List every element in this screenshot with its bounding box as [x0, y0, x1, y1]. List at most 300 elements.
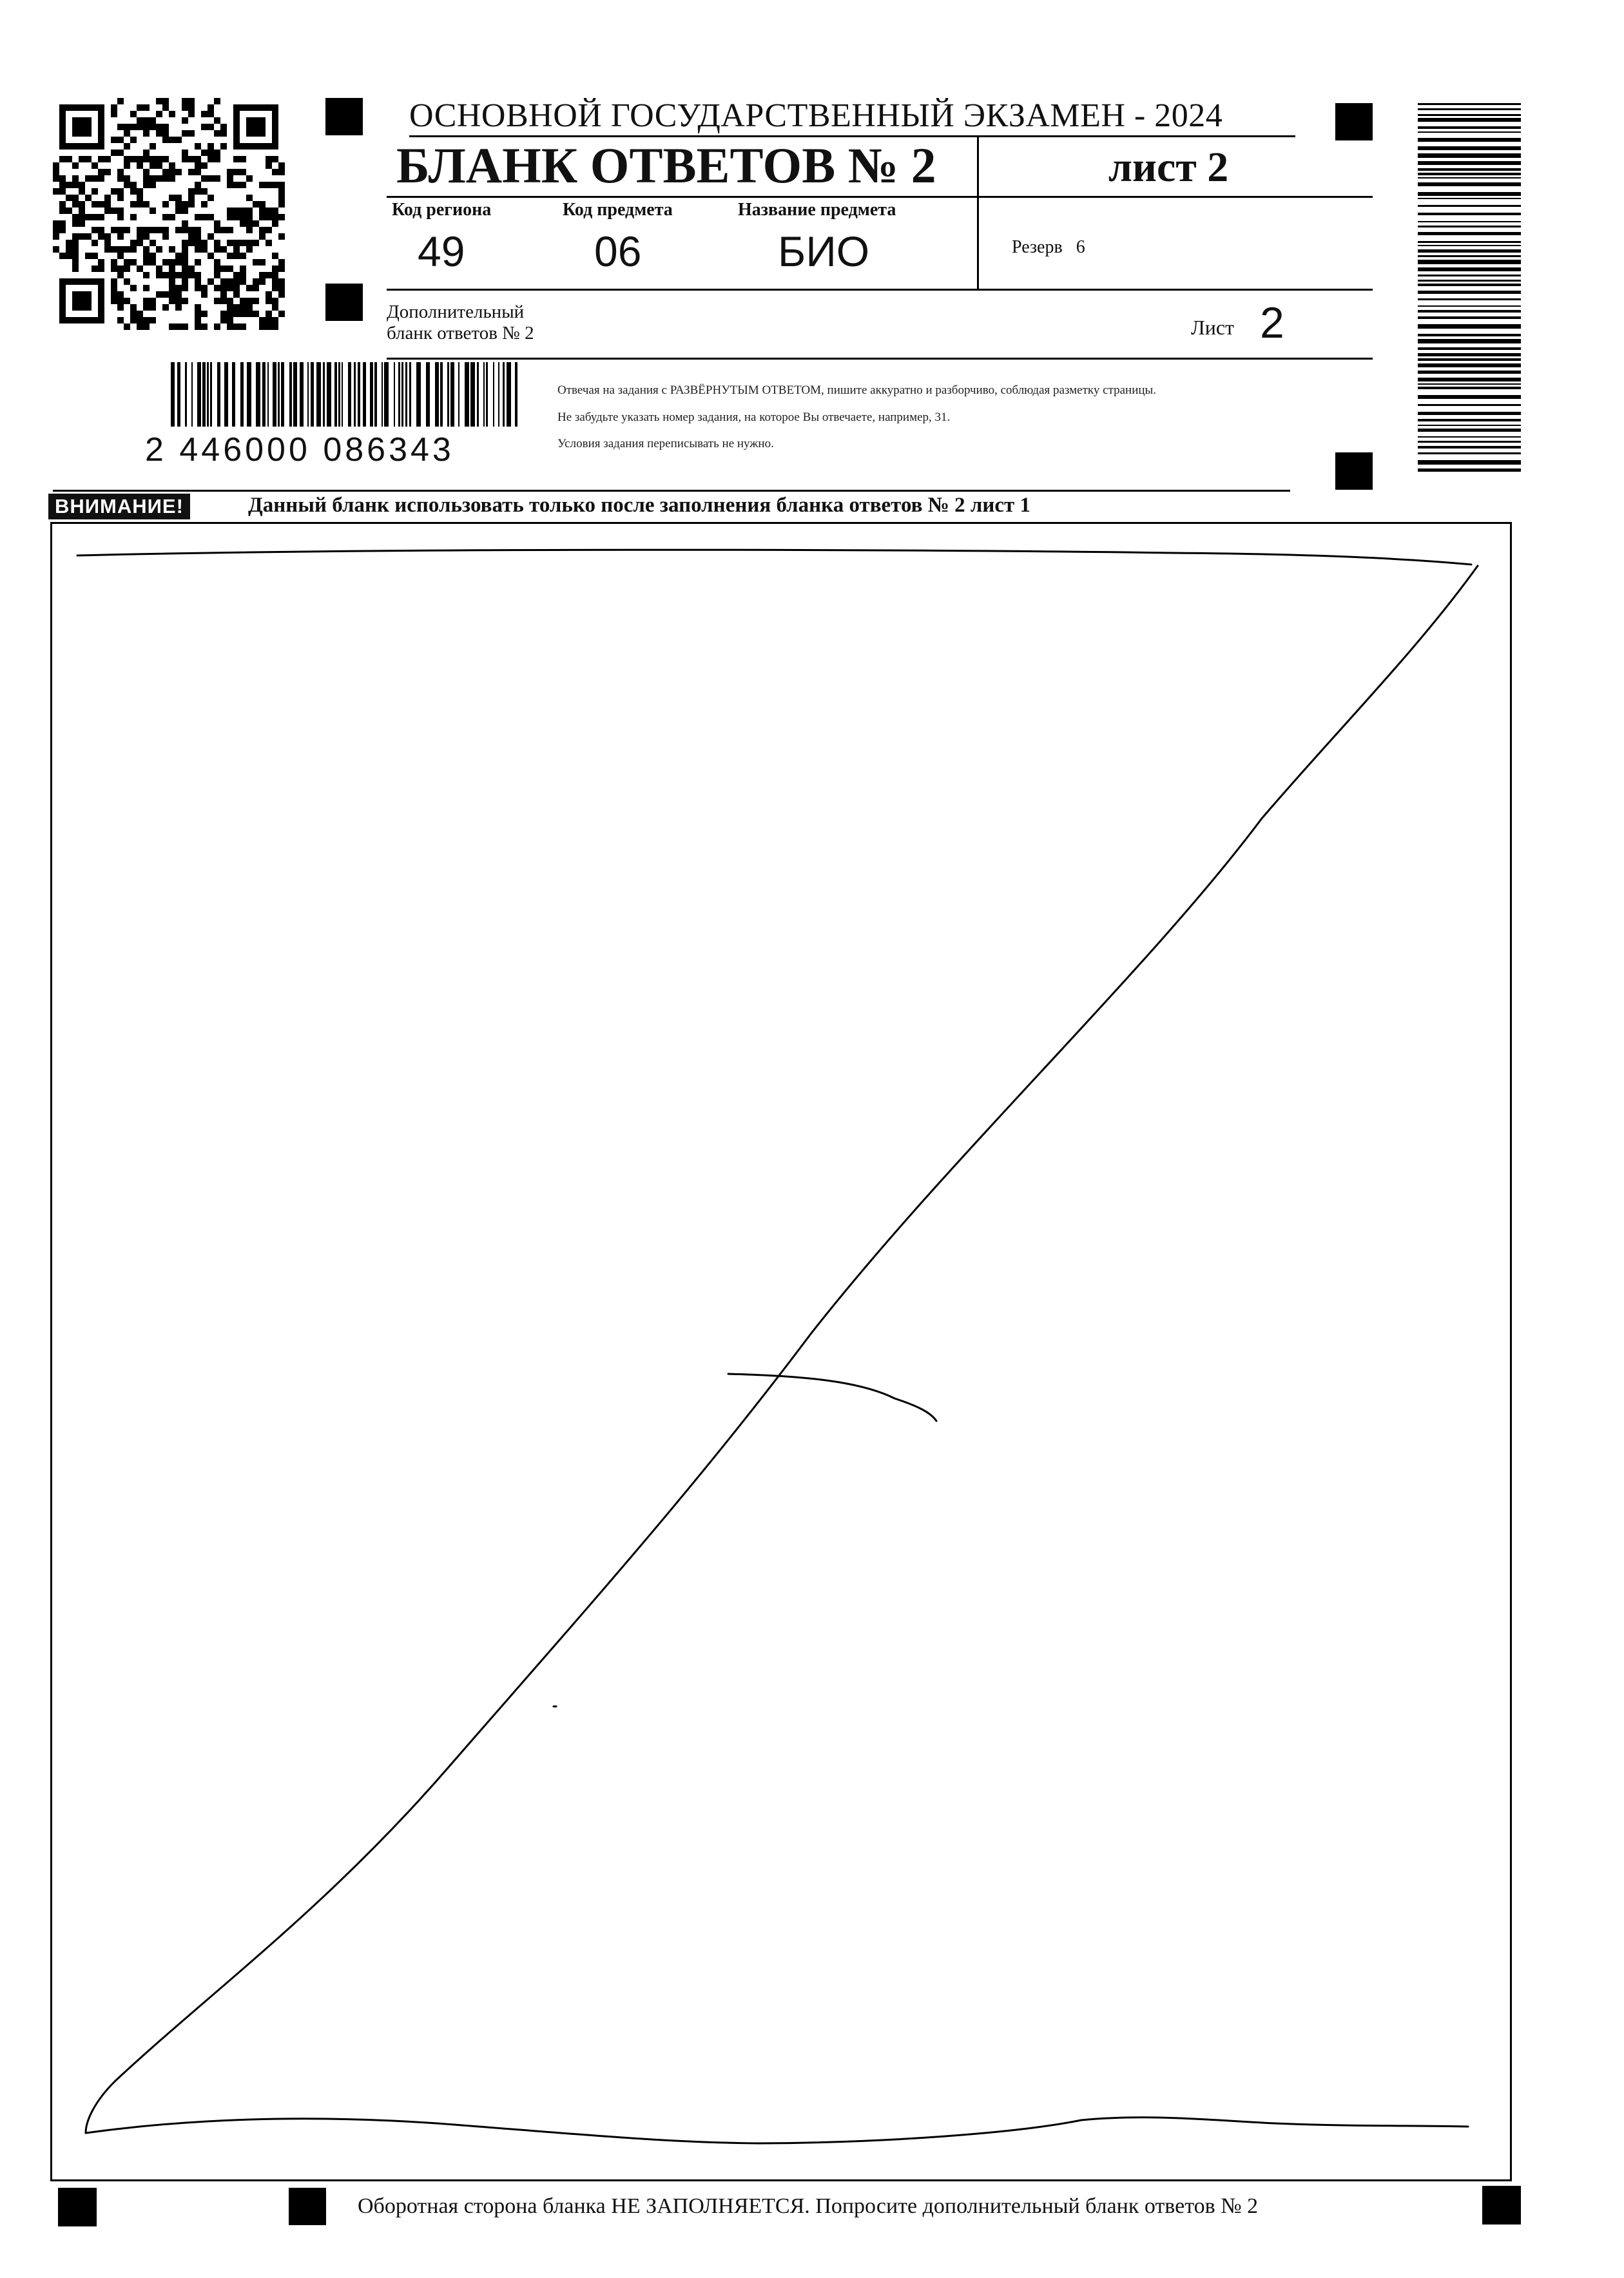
qr-module [117, 169, 124, 175]
side-barcode-bar [1418, 316, 1521, 319]
barcode-bar [311, 362, 314, 427]
qr-module [169, 265, 175, 272]
qr-module [124, 227, 130, 233]
qr-module [240, 240, 246, 246]
side-barcode-bar [1418, 245, 1521, 246]
instruction-1: Отвечая на задания с РАЗВЁРНУТЫМ ОТВЕТОМ, пишите аккуратно и разборчиво, соблюдая разметку страницы. [557, 383, 1157, 397]
qr-module [117, 150, 124, 156]
qr-module [98, 201, 104, 208]
qr-module [182, 208, 188, 214]
qr-module [130, 182, 137, 188]
side-barcode-bar [1418, 213, 1521, 215]
side-barcode-bar [1418, 153, 1521, 158]
barcode-bar [289, 362, 292, 427]
qr-module [162, 233, 169, 240]
subject-code-label: Код предмета [563, 200, 673, 220]
side-barcode-bar [1418, 205, 1521, 207]
qr-module [188, 98, 195, 104]
side-barcode-bar [1418, 114, 1521, 116]
qr-module [143, 175, 150, 182]
qr-module [150, 117, 156, 124]
qr-module [111, 104, 117, 111]
qr-module [150, 143, 156, 150]
qr-module [137, 195, 143, 201]
qr-module [156, 175, 162, 182]
qr-module [111, 227, 117, 233]
qr-module [227, 175, 233, 182]
qr-module [240, 323, 246, 330]
qr-module [240, 182, 246, 188]
qr-module [79, 220, 85, 227]
qr-module [233, 304, 240, 311]
side-barcode-bar [1418, 441, 1521, 443]
qr-module [175, 195, 182, 201]
qr-module [162, 304, 169, 311]
qr-module [124, 130, 130, 137]
barcode-bar [483, 362, 485, 427]
reserve-label-text: Резерв [1012, 237, 1063, 257]
barcode-bar [498, 362, 499, 427]
qr-module [182, 323, 188, 330]
side-barcode-bar [1418, 371, 1521, 374]
subject-name-label: Название предмета [738, 200, 896, 220]
side-barcode-bar [1418, 412, 1521, 415]
exam-title: ОСНОВНОЙ ГОСУДАРСТВЕННЫЙ ЭКЗАМЕН - 2024 [409, 97, 1223, 134]
timing-mark [58, 2188, 97, 2226]
qr-module [182, 253, 188, 259]
qr-module [278, 259, 285, 265]
qr-module [111, 259, 117, 265]
side-barcode-bar [1418, 275, 1521, 276]
qr-module [124, 143, 130, 150]
qr-module [195, 259, 201, 265]
qr-module [59, 188, 66, 195]
barcode-bar [358, 362, 360, 427]
barcode-bar [177, 362, 180, 427]
qr-module [182, 117, 188, 124]
barcode-bar [262, 362, 266, 427]
qr-module [117, 246, 124, 253]
qr-module [53, 175, 59, 182]
sheet-title: лист 2 [1108, 144, 1229, 191]
side-barcode-bar [1418, 168, 1521, 171]
side-barcode-bar [1418, 198, 1521, 199]
qr-module [278, 169, 285, 175]
qr-module [240, 156, 246, 162]
qr-module [272, 298, 278, 304]
barcode-bar [267, 362, 269, 427]
side-barcode-bar [1418, 339, 1521, 343]
qr-module [175, 227, 182, 233]
barcode-bar [477, 362, 479, 427]
qr-module [227, 182, 233, 188]
qr-module [227, 227, 233, 233]
qr-module [220, 143, 227, 150]
qr-module [143, 259, 150, 265]
qr-module [104, 156, 111, 162]
side-barcode-bar [1418, 436, 1521, 438]
qr-module [220, 265, 227, 272]
qr-module [227, 304, 233, 311]
qr-module [208, 150, 214, 156]
qr-module [272, 317, 278, 323]
qr-module [66, 208, 72, 214]
qr-module [143, 246, 150, 253]
qr-module [188, 265, 195, 272]
qr-module [72, 233, 79, 240]
qr-module [240, 311, 246, 317]
qr-module [117, 227, 124, 233]
qr-module [240, 278, 246, 285]
qr-module [233, 182, 240, 188]
qr-module [233, 311, 240, 317]
qr-module [182, 246, 188, 253]
qr-module [137, 240, 143, 246]
qr-module [130, 201, 137, 208]
qr-module [104, 169, 111, 175]
qr-module [175, 291, 182, 298]
qr-module [272, 285, 278, 291]
qr-module [162, 227, 169, 233]
qr-module [214, 150, 220, 156]
sheet-value: 2 [1260, 298, 1284, 347]
qr-module [195, 278, 201, 285]
qr-module [111, 265, 117, 272]
qr-module [182, 156, 188, 162]
qr-module [278, 311, 285, 317]
qr-module [220, 246, 227, 253]
qr-module [117, 188, 124, 195]
qr-module [278, 214, 285, 220]
qr-module [66, 240, 72, 246]
qr-module [259, 317, 266, 323]
qr-module [188, 240, 195, 246]
qr-module [253, 311, 259, 317]
qr-module [233, 240, 240, 246]
qr-module [59, 182, 66, 188]
qr-module [214, 246, 220, 253]
qr-module [188, 111, 195, 117]
qr-module [233, 208, 240, 214]
qr-module [85, 214, 92, 220]
qr-module [137, 323, 143, 330]
qr-module [85, 156, 92, 162]
qr-module [85, 175, 92, 182]
qr-module [201, 124, 208, 130]
qr-module [188, 233, 195, 240]
qr-module [195, 182, 201, 188]
qr-module [59, 220, 66, 227]
qr-module [104, 201, 111, 208]
barcode-bar [300, 362, 304, 427]
qr-module [214, 285, 220, 291]
qr-module [66, 156, 72, 162]
qr-module [92, 175, 98, 182]
qr-module [195, 246, 201, 253]
qr-module [169, 162, 175, 169]
qr-module [259, 208, 266, 214]
barcode-bar [374, 362, 377, 427]
qr-module [124, 156, 130, 162]
reserve-value: 6 [1076, 237, 1085, 257]
qr-module [72, 214, 79, 220]
header-line [387, 196, 1373, 198]
qr-module [169, 175, 175, 182]
qr-module [233, 169, 240, 175]
qr-module [169, 169, 175, 175]
qr-module [201, 214, 208, 220]
barcode-bar [458, 362, 459, 427]
barcode-bar [171, 362, 175, 427]
qr-module [188, 195, 195, 201]
qr-module [278, 291, 285, 298]
qr-module [156, 227, 162, 233]
qr-module [214, 272, 220, 278]
qr-module [220, 124, 227, 130]
qr-module [143, 104, 150, 111]
barcode-bar [256, 362, 260, 427]
qr-module [227, 323, 233, 330]
qr-module [98, 156, 104, 162]
side-barcode [1418, 103, 1521, 477]
side-barcode-bar [1418, 310, 1521, 313]
qr-module [124, 278, 130, 285]
barcode-bar [354, 362, 356, 427]
qr-module [143, 201, 150, 208]
barcode-bar [342, 362, 343, 427]
qr-module [246, 240, 253, 246]
barcode-bar [185, 362, 187, 427]
qr-module [117, 304, 124, 311]
qr-module [124, 298, 130, 304]
qr-module [130, 285, 137, 291]
qr-module [233, 246, 240, 253]
qr-module [169, 195, 175, 201]
qr-module [175, 298, 182, 304]
qr-module [130, 111, 137, 117]
qr-module [278, 265, 285, 272]
barcode-bar [278, 362, 280, 427]
qr-module [214, 175, 220, 182]
qr-module [259, 214, 266, 220]
qr-module [188, 227, 195, 233]
qr-module [79, 233, 85, 240]
qr-module [53, 246, 59, 253]
side-barcode-bar [1418, 280, 1521, 282]
qr-module [208, 124, 214, 130]
qr-module [182, 272, 188, 278]
qr-module [233, 285, 240, 291]
qr-module [220, 227, 227, 233]
qr-module [111, 298, 117, 304]
qr-module [246, 175, 253, 182]
qr-module [117, 291, 124, 298]
qr-module [208, 233, 214, 240]
qr-module [240, 214, 246, 220]
barcode-bar [416, 362, 421, 427]
side-barcode-bar [1418, 425, 1521, 426]
qr-module [79, 208, 85, 214]
side-barcode-bar [1418, 284, 1521, 286]
qr-module [195, 214, 201, 220]
qr-module [117, 272, 124, 278]
qr-module [188, 130, 195, 137]
qr-module [98, 233, 104, 240]
qr-module [266, 323, 272, 330]
qr-module [124, 265, 130, 272]
side-barcode-bar [1418, 103, 1521, 105]
qr-module [272, 272, 278, 278]
barcode-bar [507, 362, 511, 427]
qr-module [266, 208, 272, 214]
qr-module [98, 259, 104, 265]
qr-module [227, 208, 233, 214]
qr-module [59, 156, 66, 162]
side-barcode-bar [1418, 353, 1521, 356]
qr-module [259, 201, 266, 208]
qr-module [156, 111, 162, 117]
qr-module [124, 162, 130, 169]
additional-line2: бланк ответов № 2 [387, 323, 534, 343]
qr-module [246, 246, 253, 253]
qr-module [117, 208, 124, 214]
qr-module [162, 272, 169, 278]
barcode-bar [273, 362, 276, 427]
qr-module [150, 124, 156, 130]
qr-module [143, 156, 150, 162]
qr-module [143, 285, 150, 291]
qr-module [259, 227, 266, 233]
qr-module [59, 227, 66, 233]
timing-mark [1335, 452, 1373, 490]
side-barcode-bar [1418, 192, 1521, 196]
qr-module [246, 220, 253, 227]
barcode-bar [281, 362, 284, 427]
qr-module [150, 317, 156, 323]
qr-module [169, 137, 175, 143]
qr-module [266, 182, 272, 188]
qr-module [150, 162, 156, 169]
qr-module [137, 117, 143, 124]
qr-module [53, 220, 59, 227]
qr-module [195, 156, 201, 162]
qr-module [98, 175, 104, 182]
qr-module [72, 240, 79, 246]
qr-module [162, 175, 169, 182]
qr-module [79, 188, 85, 195]
barcode-bar [398, 362, 400, 427]
qr-module [117, 265, 124, 272]
qr-module [162, 104, 169, 111]
qr-module [150, 156, 156, 162]
qr-module [72, 265, 79, 272]
qr-module [175, 201, 182, 208]
timing-mark [1482, 2186, 1521, 2225]
qr-module [111, 246, 117, 253]
qr-module [259, 278, 266, 285]
qr-module [98, 214, 104, 220]
barcode-bar [370, 362, 373, 427]
qr-module [150, 304, 156, 311]
qr-module [162, 291, 169, 298]
qr-module [259, 259, 266, 265]
timing-mark [289, 2188, 326, 2225]
side-barcode-bar [1418, 249, 1521, 253]
qr-module [59, 201, 66, 208]
qr-module [98, 227, 104, 233]
qr-module [150, 253, 156, 259]
side-barcode-bar [1418, 334, 1521, 336]
additional-line1: Дополнительный [387, 302, 525, 322]
qr-module [214, 259, 220, 265]
barcode-bar [515, 362, 517, 427]
barcode [171, 362, 519, 436]
qr-module [182, 265, 188, 272]
qr-module [92, 253, 98, 259]
qr-module [72, 246, 79, 253]
qr-module [253, 285, 259, 291]
barcode-bar [409, 362, 411, 427]
qr-module [175, 304, 182, 311]
qr-module [227, 240, 233, 246]
qr-module [98, 169, 104, 175]
barcode-bar [338, 362, 340, 427]
qr-module [143, 253, 150, 259]
qr-module [246, 195, 253, 201]
qr-module [130, 317, 137, 323]
qr-module [233, 278, 240, 285]
side-barcode-bar [1418, 161, 1521, 165]
qr-module [53, 227, 59, 233]
qr-module [220, 278, 227, 285]
qr-module [143, 117, 150, 124]
qr-module [272, 278, 278, 285]
barcode-bar [440, 362, 443, 427]
qr-module [195, 169, 201, 175]
barcode-bar [247, 362, 251, 427]
side-barcode-bar [1418, 363, 1521, 367]
attention-badge: ВНИМАНИЕ! [48, 494, 190, 519]
qr-module [130, 124, 137, 130]
qr-module [208, 195, 214, 201]
side-barcode-bar [1418, 429, 1521, 432]
qr-module [124, 175, 130, 182]
barcode-bar [435, 362, 439, 427]
qr-module [137, 124, 143, 130]
qr-module [162, 156, 169, 162]
side-barcode-bar [1418, 182, 1521, 186]
qr-module [201, 175, 208, 182]
qr-module [266, 227, 272, 233]
side-barcode-bar [1418, 232, 1521, 235]
qr-module [66, 182, 72, 188]
side-barcode-bar [1418, 387, 1521, 389]
qr-module [72, 182, 79, 188]
qr-module [272, 214, 278, 220]
qr-module [195, 227, 201, 233]
qr-module [143, 298, 150, 304]
attention-text: Данный бланк использовать только после заполнения бланка ответов № 2 лист 1 [248, 494, 1031, 517]
qr-module [150, 298, 156, 304]
qr-module [156, 98, 162, 104]
instruction-2: Не забудьте указать номер задания, на которое Вы отвечаете, например, 31. [557, 410, 951, 424]
qr-module [85, 233, 92, 240]
qr-module [227, 278, 233, 285]
barcode-bar [348, 362, 351, 427]
qr-module [137, 162, 143, 169]
side-barcode-bar [1418, 118, 1521, 122]
qr-module [220, 298, 227, 304]
